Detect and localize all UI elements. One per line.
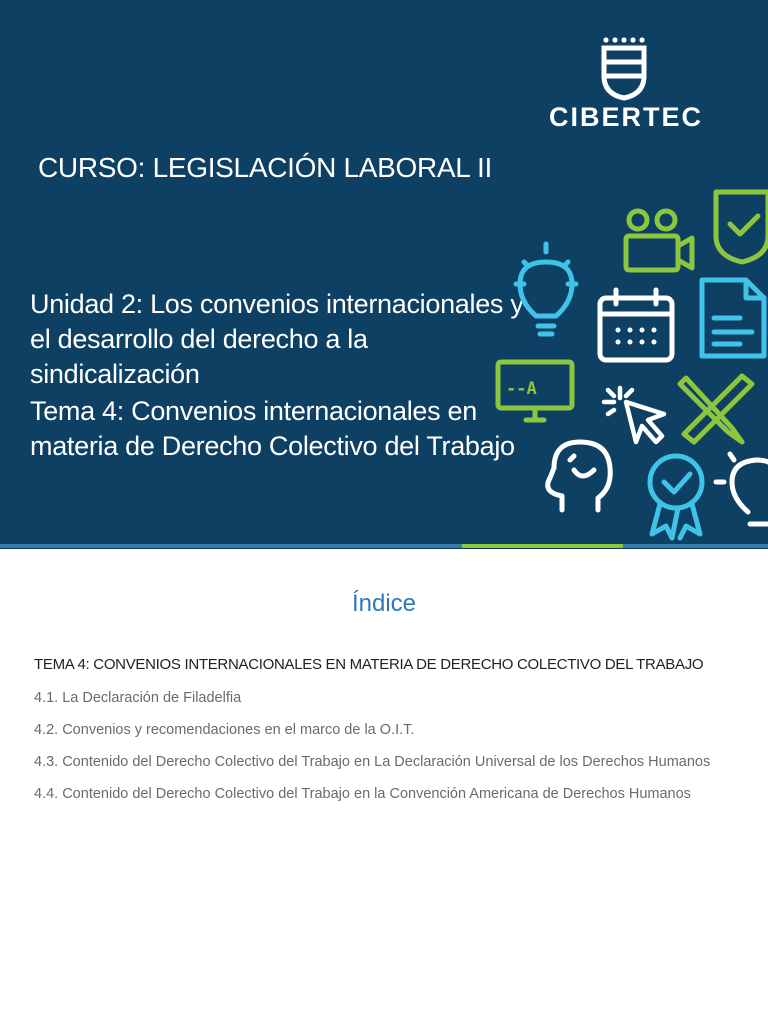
index-item: 4.2. Convenios y recomendaciones en el marco de la O.I.T. [34, 722, 415, 738]
index-item: 4.3. Contenido del Derecho Colectivo del Trabajo en La Declaración Universal de los Derechos Humanos [34, 754, 711, 770]
divider-stripe-green [462, 544, 623, 548]
cibertec-logo-icon [548, 34, 704, 104]
lightbulb-icon [516, 244, 576, 334]
video-camera-icon [626, 211, 692, 270]
monitor-icon [498, 362, 572, 420]
unit-title: Unidad 2: Los convenios internacionales y el desarrollo del derecho a la sindicalización [30, 289, 524, 389]
monitor-text: --A [506, 379, 537, 399]
head-smile-icon [548, 442, 611, 510]
document-icon [702, 280, 764, 356]
index-list [34, 688, 734, 816]
pencil-ruler-icon [680, 376, 752, 442]
award-ribbon-icon [650, 456, 702, 538]
calendar-icon [600, 290, 672, 360]
cursor-click-icon [604, 388, 664, 442]
brand-name: CIBERTEC [548, 102, 703, 132]
index-heading: TEMA 4: CONVENIOS INTERNACIONALES EN MATERIA DE DERECHO COLECTIVO DEL TRABAJO [34, 656, 704, 673]
lightbulb-icon [716, 454, 768, 524]
index-item: 4.4. Contenido del Derecho Colectivo del Trabajo en la Convención Americana de Derechos Humanos [34, 786, 691, 802]
index-title: Índice [351, 590, 417, 617]
course-title: CURSO: LEGISLACIÓN LABORAL II [38, 152, 492, 183]
divider-stripe [623, 544, 768, 548]
index-item: 4.1. La Declaración de Filadelfia [34, 690, 242, 706]
unit-block [30, 287, 530, 464]
divider-stripe [0, 544, 462, 548]
topic-title: Tema 4: Convenios internacionales en materia de Derecho Colectivo del Trabajo [30, 396, 515, 461]
shield-check-icon [716, 192, 768, 262]
education-icons-cluster [480, 180, 768, 542]
